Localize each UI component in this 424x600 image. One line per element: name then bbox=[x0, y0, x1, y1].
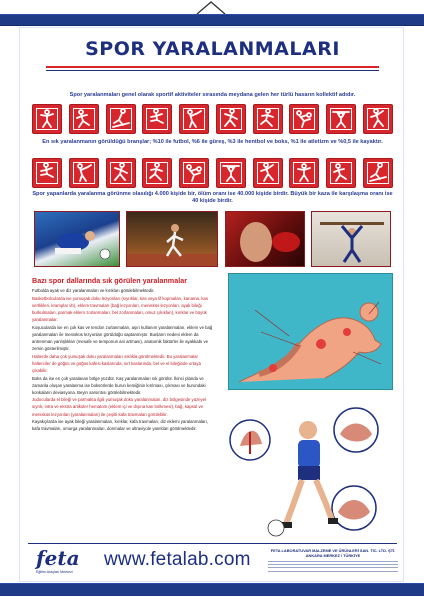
volleyball-icon bbox=[142, 158, 172, 188]
skiing-icon bbox=[106, 104, 136, 134]
football-icon bbox=[69, 104, 99, 134]
body-paragraph: Basketbolcularda ise yumuşak doku lezyonları (sıyrıklar, kas veya lif kopmaları, kanama, kas sertlikleri, kramplar vb), eklem travmaları (bağ lezyonları, menisküs lezyonları, ayak bileği burkulmaları, parmak eklem zorlanmaları, bel zorlanmaları, omuz çıkıkları), kırıklar ve büyük yaralanmalar. bbox=[32, 295, 209, 322]
poster bbox=[19, 27, 404, 582]
gymnastics-icon bbox=[106, 158, 136, 188]
company-location: ANKARA MERKEZ / TÜRKİYE bbox=[305, 553, 361, 558]
hurdle-icon bbox=[142, 104, 172, 134]
fencing-icon bbox=[326, 158, 356, 188]
sport-icons-row-1 bbox=[32, 104, 393, 134]
javelin-icon bbox=[253, 158, 283, 188]
sport-icons-row-2 bbox=[32, 158, 393, 188]
kick-icon bbox=[69, 158, 99, 188]
top-rod bbox=[0, 14, 424, 26]
body-paragraph: Koşucularda ise en çok kas ve tendon zorlanmaları, aşırı kullanım yaralanmaları, eklem ve bağ yaralanmaları ile menisküs lezyonları görüldüğü saptanmıştır. Bunların nedeni eklem da antrenman yanlışlıkları (mesafe ve temponun ani artması), anatomik faktörler ile ayakkabı ve zemin gösterilmiştir. bbox=[32, 324, 213, 351]
body-paragraphs bbox=[32, 287, 217, 433]
wrestling-icon bbox=[289, 104, 319, 134]
running-icon bbox=[253, 104, 283, 134]
judo-throw-icon bbox=[179, 158, 209, 188]
tennis-icon bbox=[216, 104, 246, 134]
logo-text: feta bbox=[36, 546, 80, 570]
judo-icon bbox=[179, 104, 209, 134]
company-name-line: FETA LABORATUVAR MALZEME VE ÜRÜNLERİ SAN. TİC. LTD. ŞTİ. bbox=[270, 548, 396, 553]
handball-icon bbox=[363, 104, 393, 134]
poster-title: SPOR YARALANMALARI bbox=[85, 38, 340, 60]
body-paragraph: Halterde daha çok yumuşak doku yaralanmaları sıklıkla görülmektedir. Bu yaralanmalar halterciler de göğüs ve göğüs kafesi kaslarında, sırt kaslarında, bel ve el bileğinde ortaya çıkabilir. bbox=[32, 353, 201, 373]
body-paragraph: Judocularda el bileği ve parmakta ilgili yumuşak doku yaralanmaları, diz bölgesinde yüzeyel sıyrık, intra ve ekstra artiküler hematom (eklem içi ve dışına kan birikmesi), bağ, kapsül ve menisküs lezyonları (yaralanmaları) ile çeşitli kafa travmaları görülebilir. bbox=[32, 397, 207, 417]
title-underline-red bbox=[46, 66, 379, 68]
gymnastics-photo bbox=[311, 211, 391, 267]
body-paragraph: Kayakçılarda ise ayak bileği yaralanmaları, kırıklar, kafa travmaları, diz eklemi yaralanmaları, kafa travmaları, omurga yaralanmaları, donmalar ve ultraviyole yanıkları görülmektedir. bbox=[32, 419, 209, 432]
risk-text: Spor yapanlarda yaralanma görünme olasılığı 4.000 kişide bir, ölüm oranı ise 40.000 kişide birdir. Büyük bir kaza ile karşılaşma oranı ise 40 kişide birdir. bbox=[32, 191, 393, 204]
photo-row bbox=[34, 211, 391, 267]
weightlifting-icon bbox=[326, 104, 356, 134]
football-tackle-photo bbox=[34, 211, 120, 267]
sprint-icon bbox=[216, 158, 246, 188]
body-paragraph: Futbolda ayak ve diz yaralanmaları ve kırıkları görülebilmektedir. bbox=[32, 288, 155, 293]
bottom-rod bbox=[0, 583, 424, 596]
boxing-icon bbox=[32, 104, 62, 134]
footer-divider bbox=[28, 543, 397, 544]
title-underline-blue bbox=[46, 70, 379, 71]
boxing-photo bbox=[225, 211, 305, 267]
basketball-icon bbox=[289, 158, 319, 188]
feta-logo bbox=[36, 546, 88, 578]
website-url: www.fetalab.com bbox=[104, 549, 251, 570]
logo-subtitle: Eğitim Araçları Merkezi bbox=[36, 570, 73, 574]
climbing-icon bbox=[363, 158, 393, 188]
runner-photo bbox=[126, 211, 218, 267]
intro-text: Spor yaralanmaları genel olarak sportif aktiviteler sırasında meydana gelen her türlü hasarın kollektif adıdır. bbox=[69, 92, 356, 98]
cycling-icon bbox=[32, 158, 62, 188]
anatomy-illustration bbox=[228, 273, 393, 390]
company-name bbox=[268, 548, 398, 558]
section-title: Bazı spor dallarında sık görülen yaralanmalar bbox=[32, 276, 187, 285]
company-address-lines bbox=[268, 561, 398, 575]
frequency-text: En sık yaralanmanın görüldüğü branşlar; %10 ile futbol, %6 ile güreş, %3 ile hentbol ve boks, %1 ile atletizm ve %0,5 ile kayaktır. bbox=[42, 139, 383, 145]
body-paragraph: Boks da ise en çok yaralanan bölge yüzdür. Kaş yaralanmaları sık görülür. İkinci planda ve zamanla oluşan yaralanma ise boksörlerde burun kemiğinin kırılması, çıkması ve burundaki konkaların deviasyona. Beyin sarsıntısı görülebilmektedir. bbox=[32, 375, 206, 395]
football-player-illustration bbox=[228, 396, 393, 546]
